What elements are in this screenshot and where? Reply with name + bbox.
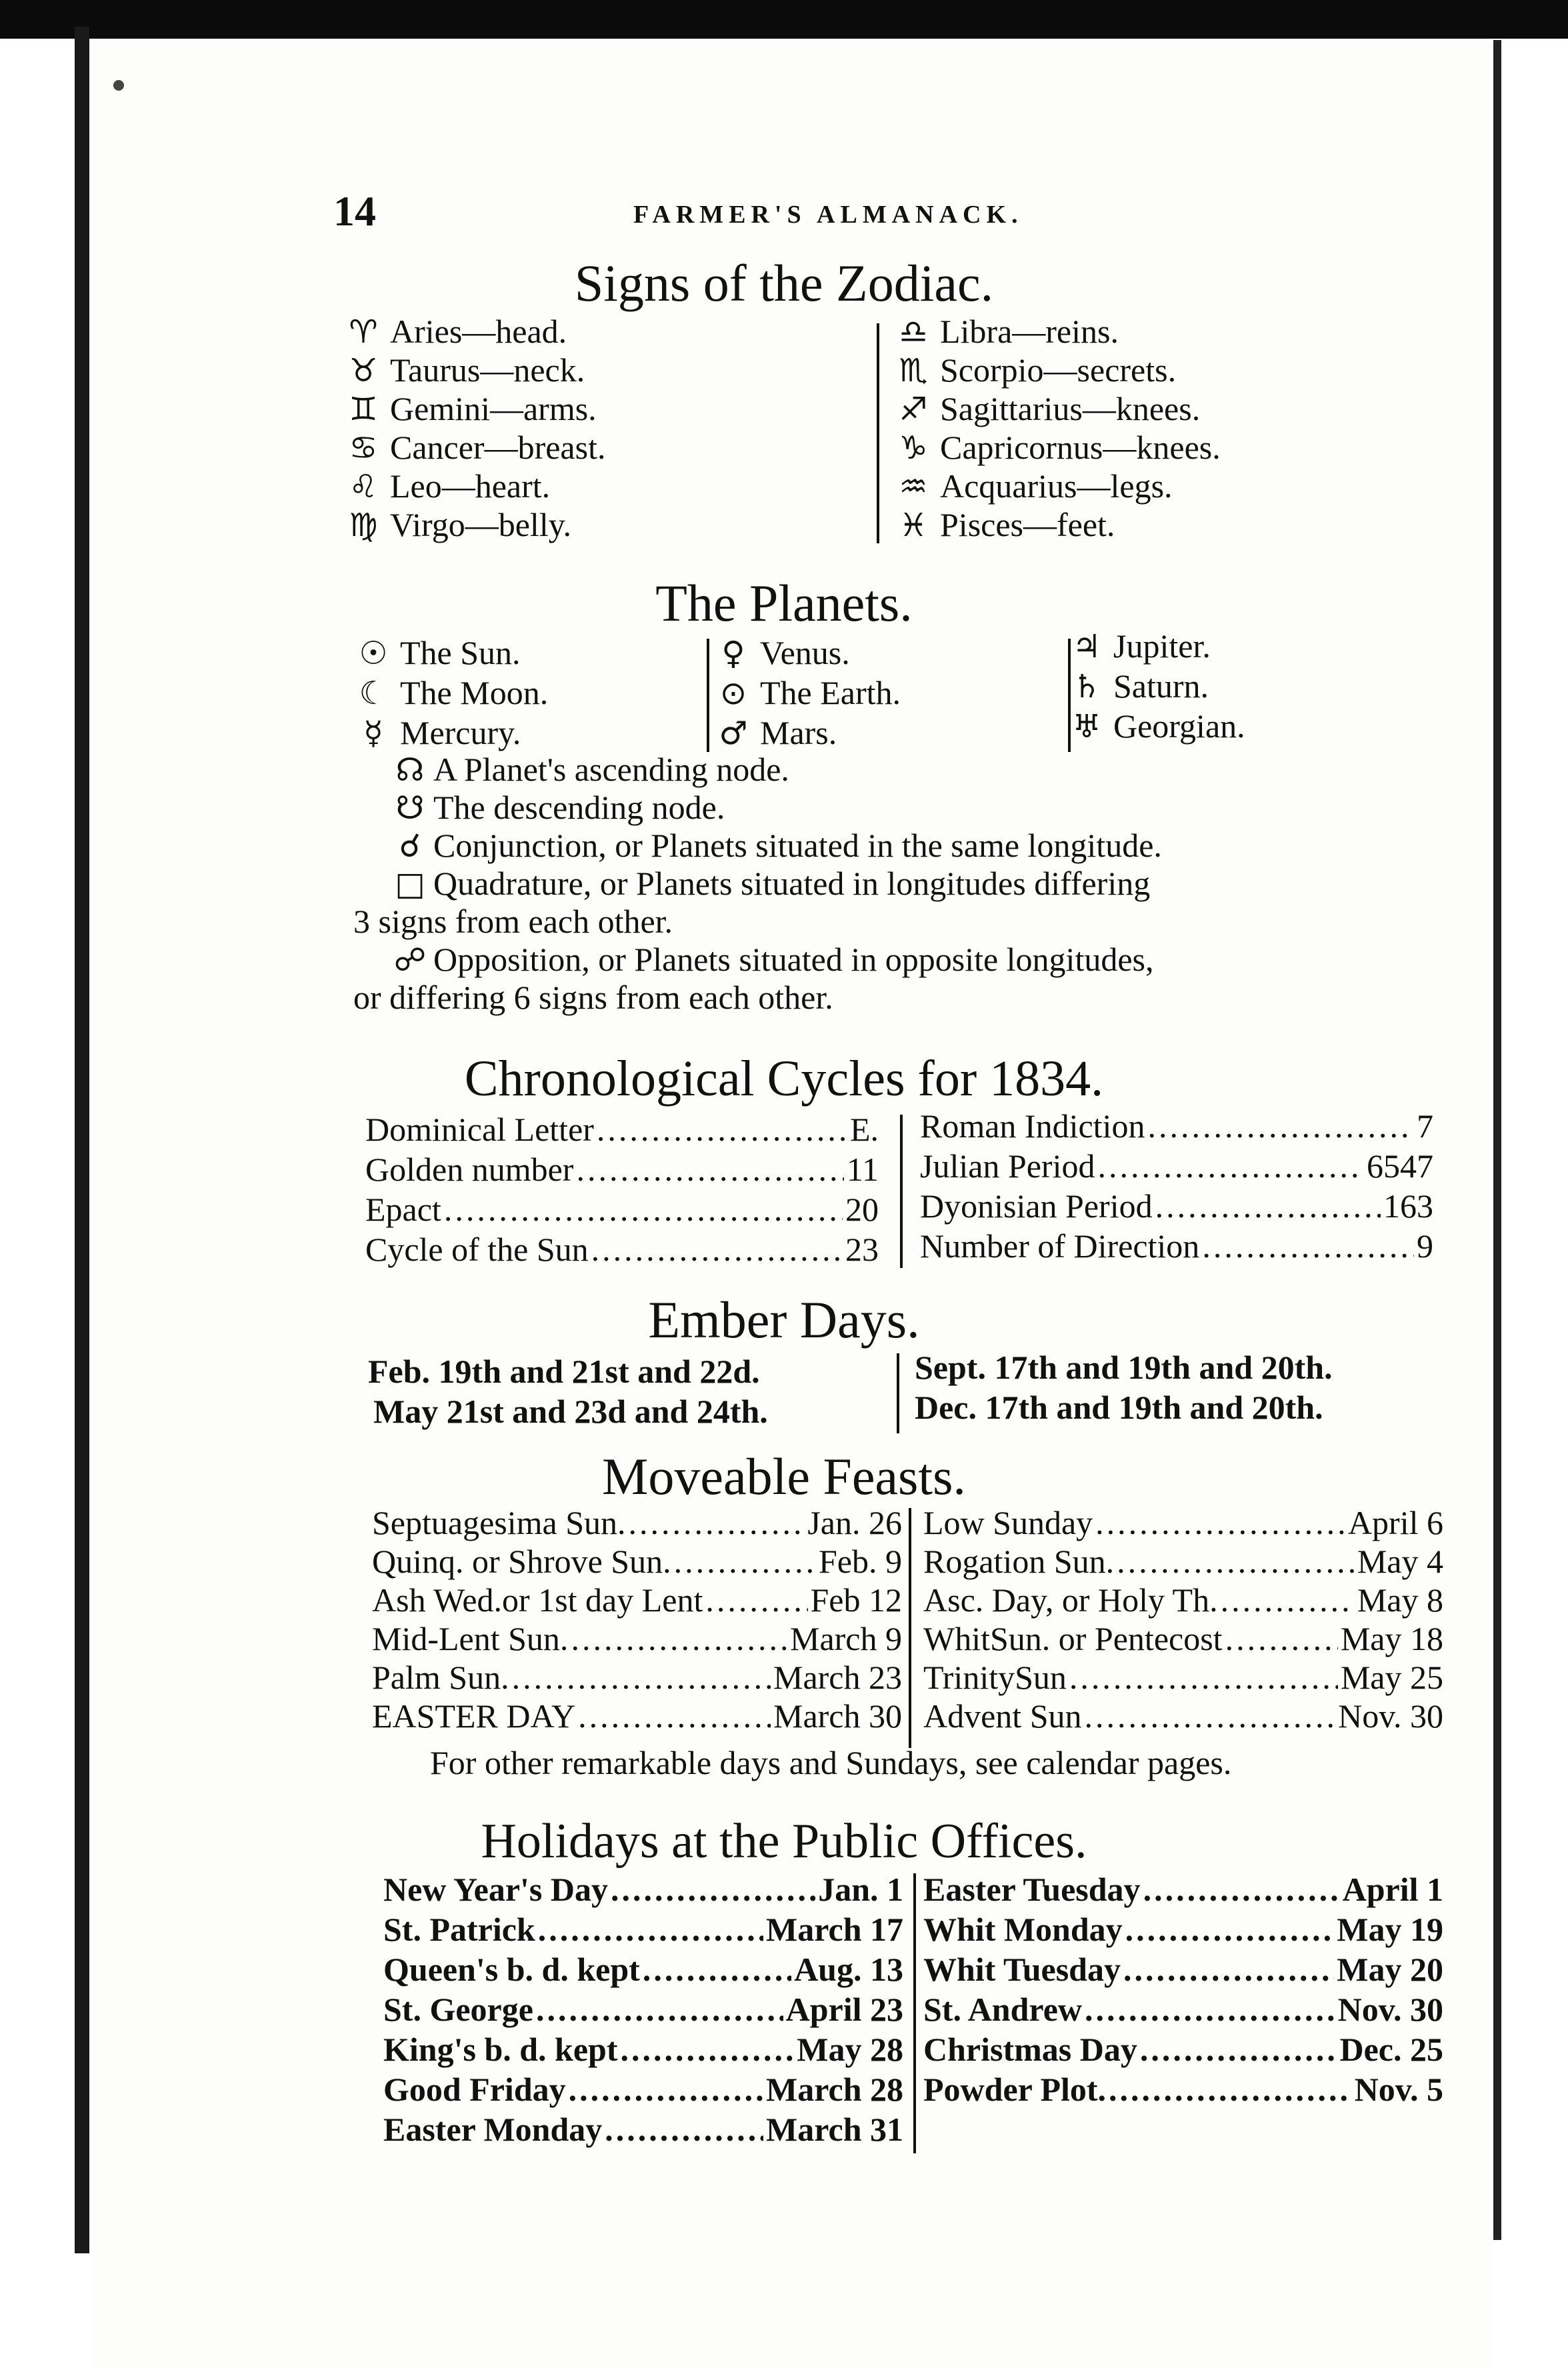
cycles-title: Chronological Cycles for 1834. — [464, 1051, 1104, 1107]
holiday-label: Christmas Day — [923, 2031, 1137, 2068]
holiday-label: Easter Tuesday — [923, 1871, 1141, 1908]
planet-note-text: Opposition, or Planets situated in opposite longitudes, — [433, 941, 1154, 978]
holiday-row — [923, 1870, 1443, 1909]
ember-left-1: Feb. 19th and 21st and 22d. — [368, 1353, 760, 1390]
planet-text: The Moon. — [400, 674, 549, 711]
dot-leader — [611, 1870, 815, 1909]
planet-row — [347, 633, 521, 672]
aspect-symbol-icon: ☋ — [395, 789, 425, 827]
zodiac-sign-row — [887, 428, 1221, 467]
aspect-symbol-icon: ☊ — [395, 751, 425, 789]
zodiac-sign-text: Leo—heart. — [390, 467, 551, 505]
feasts-divider — [909, 1508, 911, 1748]
cycle-label: Dominical Letter — [365, 1111, 594, 1148]
holiday-value: Dec. 25 — [1339, 2031, 1443, 2068]
feast-row — [923, 1542, 1443, 1581]
cycle-row — [365, 1230, 879, 1269]
holiday-value: Nov. 5 — [1354, 2071, 1443, 2108]
holiday-value: Jan. 1 — [818, 1871, 903, 1908]
dot-leader — [674, 1542, 816, 1581]
holiday-label: New Year's Day — [383, 1871, 608, 1908]
dot-leader — [576, 1150, 843, 1189]
zodiac-sign-row — [337, 467, 550, 505]
feast-row — [372, 1619, 902, 1658]
cycle-label: Golden number — [365, 1151, 574, 1188]
zodiac-sign-row — [337, 351, 585, 389]
holiday-row — [383, 1950, 903, 1989]
dot-leader — [1143, 1870, 1340, 1909]
planet-text: Mercury. — [400, 714, 521, 751]
feast-label: Septuagesima Sun. — [372, 1504, 626, 1541]
dot-leader — [1225, 1619, 1338, 1658]
zodiac-sign-text: Cancer—breast. — [390, 429, 606, 466]
feast-row — [923, 1581, 1443, 1619]
dot-leader — [1140, 2030, 1337, 2069]
cycle-label: Julian Period — [920, 1147, 1095, 1185]
feast-row — [372, 1581, 902, 1619]
planet-note-row — [387, 788, 725, 827]
feasts-title: Moveable Feasts. — [602, 1447, 966, 1505]
feast-row — [372, 1658, 902, 1697]
planet-symbol-icon: ☉ — [359, 635, 388, 672]
dot-leader — [629, 1503, 805, 1542]
planet-text: Georgian. — [1113, 707, 1245, 745]
dot-leader — [1085, 1697, 1336, 1735]
page-left-edge — [75, 27, 89, 2253]
dot-leader — [1109, 2070, 1352, 2109]
feast-value: April 6 — [1347, 1504, 1443, 1541]
holiday-value: Aug. 13 — [794, 1951, 903, 1988]
dot-leader — [621, 2030, 795, 2069]
holiday-label: St. Andrew — [923, 1991, 1083, 2028]
planet-symbol-icon: ♄ — [1072, 668, 1101, 705]
aspect-symbol-icon: ☍ — [393, 941, 427, 979]
feast-value: May 25 — [1340, 1659, 1443, 1696]
feast-value: March 23 — [773, 1659, 902, 1696]
zodiac-sign-text: Scorpio—secrets. — [940, 351, 1177, 389]
planet-text: Mars. — [760, 714, 837, 751]
feast-value: May 4 — [1357, 1543, 1443, 1580]
holidays-title: Holidays at the Public Offices. — [481, 1814, 1087, 1869]
dot-leader — [605, 2110, 763, 2149]
feast-label: WhitSun. or Pentecost — [923, 1620, 1223, 1657]
planet-text: The Earth. — [760, 674, 901, 711]
zodiac-sign-row — [887, 505, 1115, 544]
holiday-value: May 28 — [797, 2031, 903, 2068]
holiday-label: Whit Monday — [923, 1911, 1123, 1948]
zodiac-sign-text: Acquarius—legs. — [940, 467, 1173, 505]
cycle-value: 163 — [1383, 1187, 1433, 1225]
planet-note-row — [387, 864, 1150, 903]
holiday-row — [383, 2110, 903, 2149]
planet-text: Jupiter. — [1113, 627, 1211, 665]
zodiac-sign-row — [337, 312, 567, 351]
feast-label: TrinitySun — [923, 1659, 1067, 1696]
dot-leader — [538, 1910, 763, 1949]
zodiac-sign-row — [337, 389, 597, 428]
feast-row — [923, 1658, 1443, 1697]
feast-value: March 9 — [790, 1620, 902, 1657]
zodiac-sign-symbol-icon: ♈ — [349, 313, 378, 351]
holidays-divider — [913, 1873, 916, 2153]
cycle-row — [920, 1187, 1433, 1225]
dot-leader — [1097, 1147, 1364, 1185]
holiday-label: St. George — [383, 1991, 533, 2028]
planet-note-row — [387, 826, 1162, 865]
cycle-label: Roman Indiction — [920, 1107, 1145, 1145]
feast-row — [372, 1697, 902, 1735]
feast-value: May 18 — [1340, 1620, 1443, 1657]
zodiac-sign-text: Gemini—arms. — [390, 390, 597, 427]
cycle-row — [365, 1150, 879, 1189]
dot-leader — [1117, 1542, 1355, 1581]
planet-note-text: A Planet's ascending node. — [433, 751, 789, 788]
planet-symbol-icon: ♃ — [1072, 628, 1101, 665]
ember-divider — [897, 1353, 899, 1433]
planet-note-row — [387, 940, 1154, 979]
planet-text: The Sun. — [400, 634, 521, 671]
holiday-row — [383, 1870, 903, 1909]
zodiac-sign-row — [887, 312, 1119, 351]
dot-leader — [512, 1658, 771, 1697]
cycle-value: 23 — [845, 1231, 879, 1268]
holiday-row — [383, 1990, 903, 2029]
cycle-row — [920, 1147, 1433, 1185]
planet-symbol-icon: ♀ — [721, 635, 745, 672]
cycle-label: Number of Direction — [920, 1227, 1200, 1265]
planet-row — [707, 713, 837, 752]
zodiac-sign-symbol-icon: ♉ — [349, 352, 378, 389]
planet-symbol-icon: ⊙ — [719, 675, 747, 712]
dot-leader — [1125, 1910, 1335, 1949]
zodiac-sign-symbol-icon: ♓ — [899, 507, 928, 544]
dot-leader — [597, 1110, 847, 1149]
page-number: 14 — [333, 187, 376, 235]
holiday-row — [383, 2070, 903, 2109]
planet-row — [1060, 667, 1209, 705]
dot-leader — [444, 1190, 843, 1229]
page-right-edge — [1493, 40, 1501, 2240]
planet-symbol-icon: ☾ — [359, 675, 388, 712]
planet-row — [347, 673, 548, 712]
dot-leader — [1085, 1990, 1335, 2029]
planet-row — [1060, 707, 1245, 745]
feast-label: EASTER DAY — [372, 1697, 576, 1735]
holiday-value: March 17 — [766, 1911, 903, 1948]
feast-value: Feb 12 — [810, 1581, 902, 1619]
cycle-value: 7 — [1417, 1107, 1433, 1145]
feast-value: Jan. 26 — [807, 1504, 902, 1541]
aspect-symbol-icon: ☌ — [399, 827, 421, 865]
zodiac-sign-symbol-icon: ♐ — [899, 391, 928, 428]
feast-row — [372, 1503, 902, 1542]
holiday-row — [923, 1910, 1443, 1949]
dot-leader — [1095, 1503, 1345, 1542]
dot-leader — [1202, 1227, 1414, 1265]
planets-divider-1 — [707, 639, 709, 752]
cycle-row — [365, 1190, 879, 1229]
zodiac-sign-row — [887, 351, 1176, 389]
holiday-label: Powder Plot. — [923, 2071, 1107, 2108]
planet-symbol-icon: ♅ — [1072, 708, 1101, 745]
planet-note-row — [353, 902, 673, 941]
feast-label: Advent Sun — [923, 1697, 1082, 1735]
holiday-value: March 28 — [766, 2071, 903, 2108]
zodiac-sign-text: Aries—head. — [390, 313, 567, 350]
dot-leader — [1221, 1581, 1355, 1619]
holiday-label: Good Friday — [383, 2071, 566, 2108]
planet-note-text: The descending node. — [433, 789, 725, 826]
scan-top-border — [0, 0, 1568, 39]
feast-label: Low Sunday — [923, 1504, 1093, 1541]
cycle-row — [920, 1107, 1433, 1145]
ember-right-1: Sept. 17th and 19th and 20th. — [915, 1349, 1333, 1386]
cycle-label: Dyonisian Period — [920, 1187, 1153, 1225]
cycle-value: 9 — [1417, 1227, 1433, 1265]
feast-label: Quinq. or Shrove Sun. — [372, 1543, 671, 1580]
feast-row — [923, 1619, 1443, 1658]
planet-text: Saturn. — [1113, 667, 1209, 705]
holiday-row — [923, 2070, 1443, 2109]
holiday-label: Whit Tuesday — [923, 1951, 1121, 1988]
cycle-value: 11 — [846, 1151, 879, 1188]
planet-note-row — [353, 978, 833, 1017]
zodiac-sign-symbol-icon: ♍ — [349, 507, 378, 544]
feasts-footnote: For other remarkable days and Sundays, see calendar pages. — [430, 1744, 1232, 1781]
holiday-value: March 31 — [766, 2111, 903, 2148]
dot-leader — [578, 1697, 771, 1735]
planet-row — [707, 673, 901, 712]
feast-label: Ash Wed.or 1st day Lent — [372, 1581, 703, 1619]
zodiac-sign-text: Libra—reins. — [940, 313, 1119, 350]
feast-row — [372, 1542, 902, 1581]
planet-note-row — [387, 750, 789, 789]
ember-left-2: May 21st and 23d and 24th. — [373, 1393, 768, 1430]
zodiac-sign-symbol-icon: ♒ — [899, 468, 928, 505]
ember-title: Ember Days. — [648, 1291, 920, 1349]
feast-label: Palm Sun. — [372, 1659, 509, 1696]
planet-note-text: Quadrature, or Planets situated in longitudes differing — [433, 865, 1151, 902]
dot-leader — [1123, 1950, 1334, 1989]
planet-symbol-icon: ♂ — [719, 715, 748, 752]
planet-row — [707, 633, 850, 672]
zodiac-divider — [877, 323, 879, 543]
zodiac-sign-symbol-icon: ♏ — [899, 352, 928, 389]
holiday-label: King's b. d. kept — [383, 2031, 618, 2068]
planet-symbol-icon: ☿ — [363, 715, 383, 752]
holiday-row — [383, 1910, 903, 1949]
holiday-label: St. Patrick — [383, 1911, 535, 1948]
feast-row — [923, 1503, 1443, 1542]
planet-row — [347, 713, 521, 752]
dot-leader — [1147, 1107, 1414, 1145]
zodiac-sign-row — [887, 467, 1173, 505]
dot-leader — [591, 1230, 843, 1269]
holiday-value: May 19 — [1337, 1911, 1443, 1948]
dot-leader — [705, 1581, 807, 1619]
zodiac-sign-text: Virgo—belly. — [390, 506, 571, 543]
ink-stain — [113, 80, 124, 91]
feast-label: Rogation Sun. — [923, 1543, 1115, 1580]
planet-note-text: or differing 6 signs from each other. — [353, 979, 833, 1016]
zodiac-title: Signs of the Zodiac. — [574, 254, 994, 312]
planet-note-text: Conjunction, or Planets situated in the same longitude. — [433, 827, 1162, 864]
holiday-label: Easter Monday — [383, 2111, 603, 2148]
feast-value: Nov. 30 — [1338, 1697, 1443, 1735]
dot-leader — [569, 2070, 763, 2109]
cycle-value: E. — [849, 1111, 879, 1148]
planet-row — [1060, 627, 1211, 665]
dot-leader — [1069, 1658, 1338, 1697]
zodiac-sign-row — [337, 428, 605, 467]
zodiac-sign-text: Taurus—neck. — [390, 351, 585, 389]
cycle-label: Cycle of the Sun — [365, 1231, 589, 1268]
holiday-value: April 1 — [1342, 1871, 1443, 1908]
feast-label: Asc. Day, or Holy Th. — [923, 1581, 1218, 1619]
dot-leader — [571, 1619, 787, 1658]
feast-label: Mid-Lent Sun. — [372, 1620, 569, 1657]
zodiac-sign-text: Pisces—feet. — [940, 506, 1115, 543]
zodiac-sign-row — [337, 505, 571, 544]
cycle-value: 20 — [845, 1191, 879, 1228]
planets-title: The Planets. — [655, 574, 913, 632]
holiday-value: April 23 — [785, 1991, 903, 2028]
zodiac-sign-symbol-icon: ♊ — [349, 391, 378, 428]
holiday-value: May 20 — [1337, 1951, 1443, 1988]
running-title: FARMER'S ALMANACK. — [633, 201, 1023, 229]
zodiac-sign-symbol-icon: ♎ — [899, 313, 928, 351]
aspect-symbol-icon: □ — [395, 865, 425, 903]
cycle-label: Epact — [365, 1191, 441, 1228]
dot-leader — [643, 1950, 791, 1989]
holiday-row — [923, 1990, 1443, 2029]
feast-value: March 30 — [773, 1697, 902, 1735]
zodiac-sign-symbol-icon: ♌ — [349, 468, 378, 505]
dot-leader — [536, 1990, 783, 2029]
zodiac-sign-text: Capricornus—knees. — [940, 429, 1221, 466]
cycles-divider — [900, 1115, 903, 1268]
feast-value: Feb. 9 — [819, 1543, 902, 1580]
holiday-row — [383, 2030, 903, 2069]
zodiac-sign-symbol-icon: ♑ — [899, 429, 928, 467]
feast-row — [923, 1697, 1443, 1735]
ember-right-2: Dec. 17th and 19th and 20th. — [915, 1389, 1323, 1426]
holiday-row — [923, 1950, 1443, 1989]
cycle-value: 6547 — [1367, 1147, 1433, 1185]
dot-leader — [1155, 1187, 1381, 1225]
feast-value: May 8 — [1357, 1581, 1443, 1619]
planets-divider-2 — [1068, 639, 1071, 752]
cycle-row — [365, 1110, 879, 1149]
holiday-value: Nov. 30 — [1337, 1991, 1443, 2028]
zodiac-sign-text: Sagittarius—knees. — [940, 390, 1201, 427]
cycle-row — [920, 1227, 1433, 1265]
zodiac-sign-row — [887, 389, 1200, 428]
holiday-row — [923, 2030, 1443, 2069]
zodiac-sign-symbol-icon: ♋ — [349, 429, 378, 467]
planet-note-text: 3 signs from each other. — [353, 903, 673, 940]
holiday-label: Queen's b. d. kept — [383, 1951, 640, 1988]
planet-text: Venus. — [760, 634, 850, 671]
